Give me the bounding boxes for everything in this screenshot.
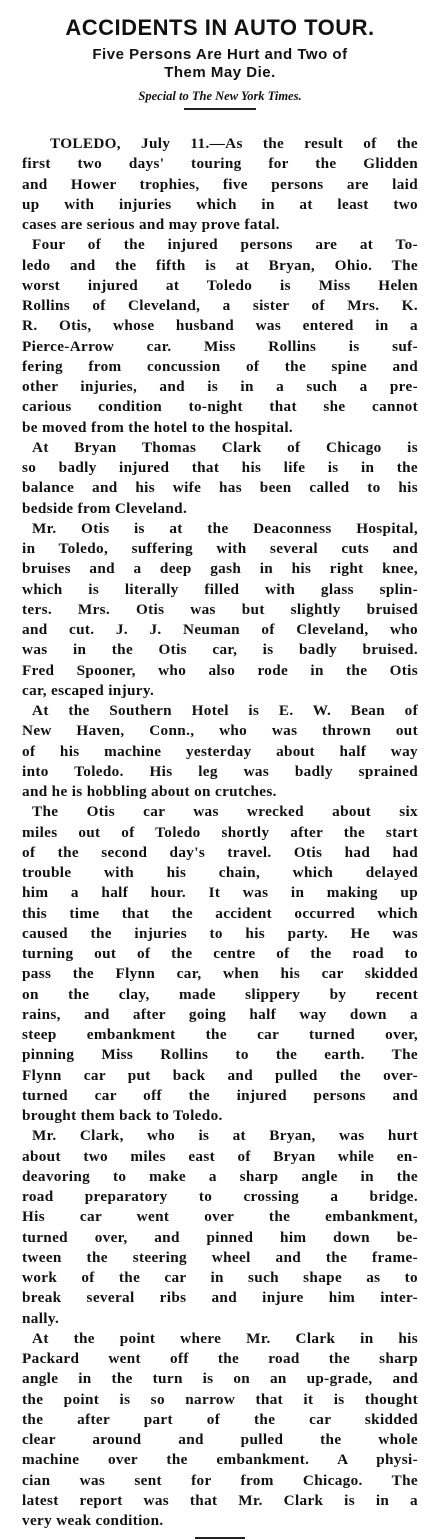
article-line: tween the steering wheel and the frame-: [22, 1248, 418, 1266]
separator-rule: [184, 108, 256, 110]
article-line: cian was sent for from Chicago. The: [22, 1471, 418, 1489]
article-line: latest report was that Mr. Clark is in a: [22, 1491, 418, 1509]
article-line: road preparatory to crossing a bridge.: [22, 1188, 418, 1205]
article-line: turning out of the centre of the road to: [22, 945, 418, 962]
article-line: The Otis car was wrecked about six: [32, 803, 418, 821]
article-paragraph: [22, 701, 418, 802]
article-body: [22, 134, 418, 1531]
article-line: very weak condition.: [22, 1512, 164, 1529]
article-line: Mr. Clark, who is at Bryan, was hurt: [32, 1127, 418, 1145]
article-line: rains, and after going half way down a: [22, 1005, 418, 1023]
article-line: pinning Miss Rollins to the earth. The: [22, 1046, 418, 1064]
article-line: fering from concussion of the spine and: [22, 357, 418, 375]
article-line: TOLEDO, July 11.—As the result of the: [50, 135, 418, 152]
article-line: about two miles east of Bryan while en-: [22, 1147, 418, 1165]
article-line: turned over, and pinned him down be-: [22, 1228, 418, 1246]
article-line: first two days' touring for the Glidden: [22, 155, 418, 173]
article-line: balance and his wife has been called to his: [22, 479, 418, 497]
article-line: this time that the accident occurred which: [22, 904, 418, 922]
article-line: trouble with his chain, which delayed: [22, 864, 418, 881]
article-line: in Toledo, suffering with several cuts and: [22, 540, 418, 557]
article-line: the point is so narrow that it is thought: [22, 1390, 418, 1408]
subheadline-line-1: Five Persons Are Hurt and Two of: [92, 46, 348, 63]
article-line: angle in the turn is on an up-grade, and: [22, 1370, 418, 1388]
article-line: brought them back to Toledo.: [22, 1107, 223, 1124]
article-line: R. Otis, whose husband was entered in a: [22, 317, 418, 335]
article-line: At the point where Mr. Clark in his: [32, 1329, 418, 1347]
article-line: caused the injuries to his party. He was: [22, 924, 418, 942]
subheadline-line-2: Them May Die.: [164, 64, 276, 81]
article-paragraph: [22, 235, 418, 438]
article-line: pass the Flynn car, when his car skidded: [22, 965, 418, 983]
article-line: New Haven, Conn., who was thrown out: [22, 722, 418, 740]
article-line: was in the Otis car, is badly bruised.: [22, 641, 418, 659]
article-line: break several ribs and injure him inter-: [22, 1289, 418, 1307]
article-line: clear around and pulled the whole: [22, 1431, 418, 1448]
article-line: Pierce-Arrow car. Miss Rollins is suf-: [22, 337, 418, 355]
article-line: At the Southern Hotel is E. W. Bean of: [32, 702, 418, 719]
article-line: and he is hobbling about on crutches.: [22, 783, 277, 800]
article-paragraph: [22, 519, 418, 701]
article-line: be moved from the hotel to the hospital.: [22, 418, 294, 436]
article-line: miles out of Toledo shortly after the start: [22, 823, 418, 841]
article-line: Rollins of Cleveland, a sister of Mrs. K.: [22, 297, 418, 314]
article-line: turned car off the injured persons and: [22, 1086, 418, 1104]
article-line: deavoring to make a sharp angle in the: [22, 1167, 418, 1185]
article-line: Mr. Otis is at the Deaconness Hospital,: [32, 519, 418, 537]
article-line: and Hower trophies, five persons are laid: [22, 175, 418, 193]
article-line: of his machine yesterday about half way: [22, 742, 418, 760]
article-line: Flynn car put back and pulled the over-: [22, 1066, 418, 1084]
article-line: cases are serious and may prove fatal.: [22, 216, 280, 233]
article-line: into Toledo. His leg was badly sprained: [22, 762, 418, 780]
article-line: and cut. J. J. Neuman of Cleveland, who: [22, 621, 418, 638]
article-line: on the clay, made slippery by recent: [22, 985, 418, 1003]
article-line: bedside from Cleveland.: [22, 499, 188, 517]
article-line: ledo and the fifth is at Bryan, Ohio. The: [22, 256, 418, 274]
article-line: work of the car in such shape as to: [22, 1269, 418, 1286]
article-line: nally.: [22, 1309, 60, 1327]
article-line: Four of the injured persons are at To-: [32, 236, 418, 254]
article-line: Fred Spooner, who also rode in the Otis: [22, 661, 418, 679]
byline-credit: Special to The New York Times.: [138, 89, 302, 103]
article-line: car, escaped injury.: [22, 681, 155, 699]
article-line: His car went over the embankment,: [22, 1208, 418, 1226]
article-paragraph: [22, 1126, 418, 1329]
article-line: carious condition to-night that she cannot: [22, 398, 418, 416]
article-line: machine over the embankment. A physi-: [22, 1451, 418, 1469]
article-line: steep embankment the car turned over,: [22, 1026, 418, 1043]
article-line: bruises and a deep gash in his right knee,: [22, 560, 418, 578]
article-line: Packard went off the road the sharp: [22, 1350, 418, 1367]
article-line: him a half hour. It was in making up: [22, 884, 418, 902]
article-paragraph: [22, 1329, 418, 1532]
article-line: other injuries, and is in a such a pre-: [22, 378, 418, 395]
article-line: At Bryan Thomas Clark of Chicago is: [32, 438, 418, 456]
headline: ACCIDENTS IN AUTO TOUR.: [65, 15, 375, 40]
article-paragraph: [22, 134, 418, 235]
article-line: which is literally filled with glass splin-: [22, 580, 418, 598]
subheadline: [22, 46, 418, 82]
article-line: so badly injured that his life is in the: [22, 459, 418, 476]
article-paragraph: [22, 438, 418, 519]
article-line: of the second day's travel. Otis had had: [22, 843, 418, 861]
article-line: worst injured at Toledo is Miss Helen: [22, 276, 418, 294]
article-line: ters. Mrs. Otis was but slightly bruised: [22, 600, 418, 618]
article-paragraph: [22, 802, 418, 1126]
article-line: the after part of the car skidded: [22, 1410, 418, 1428]
article-line: up with injuries which in at least two: [22, 195, 418, 213]
